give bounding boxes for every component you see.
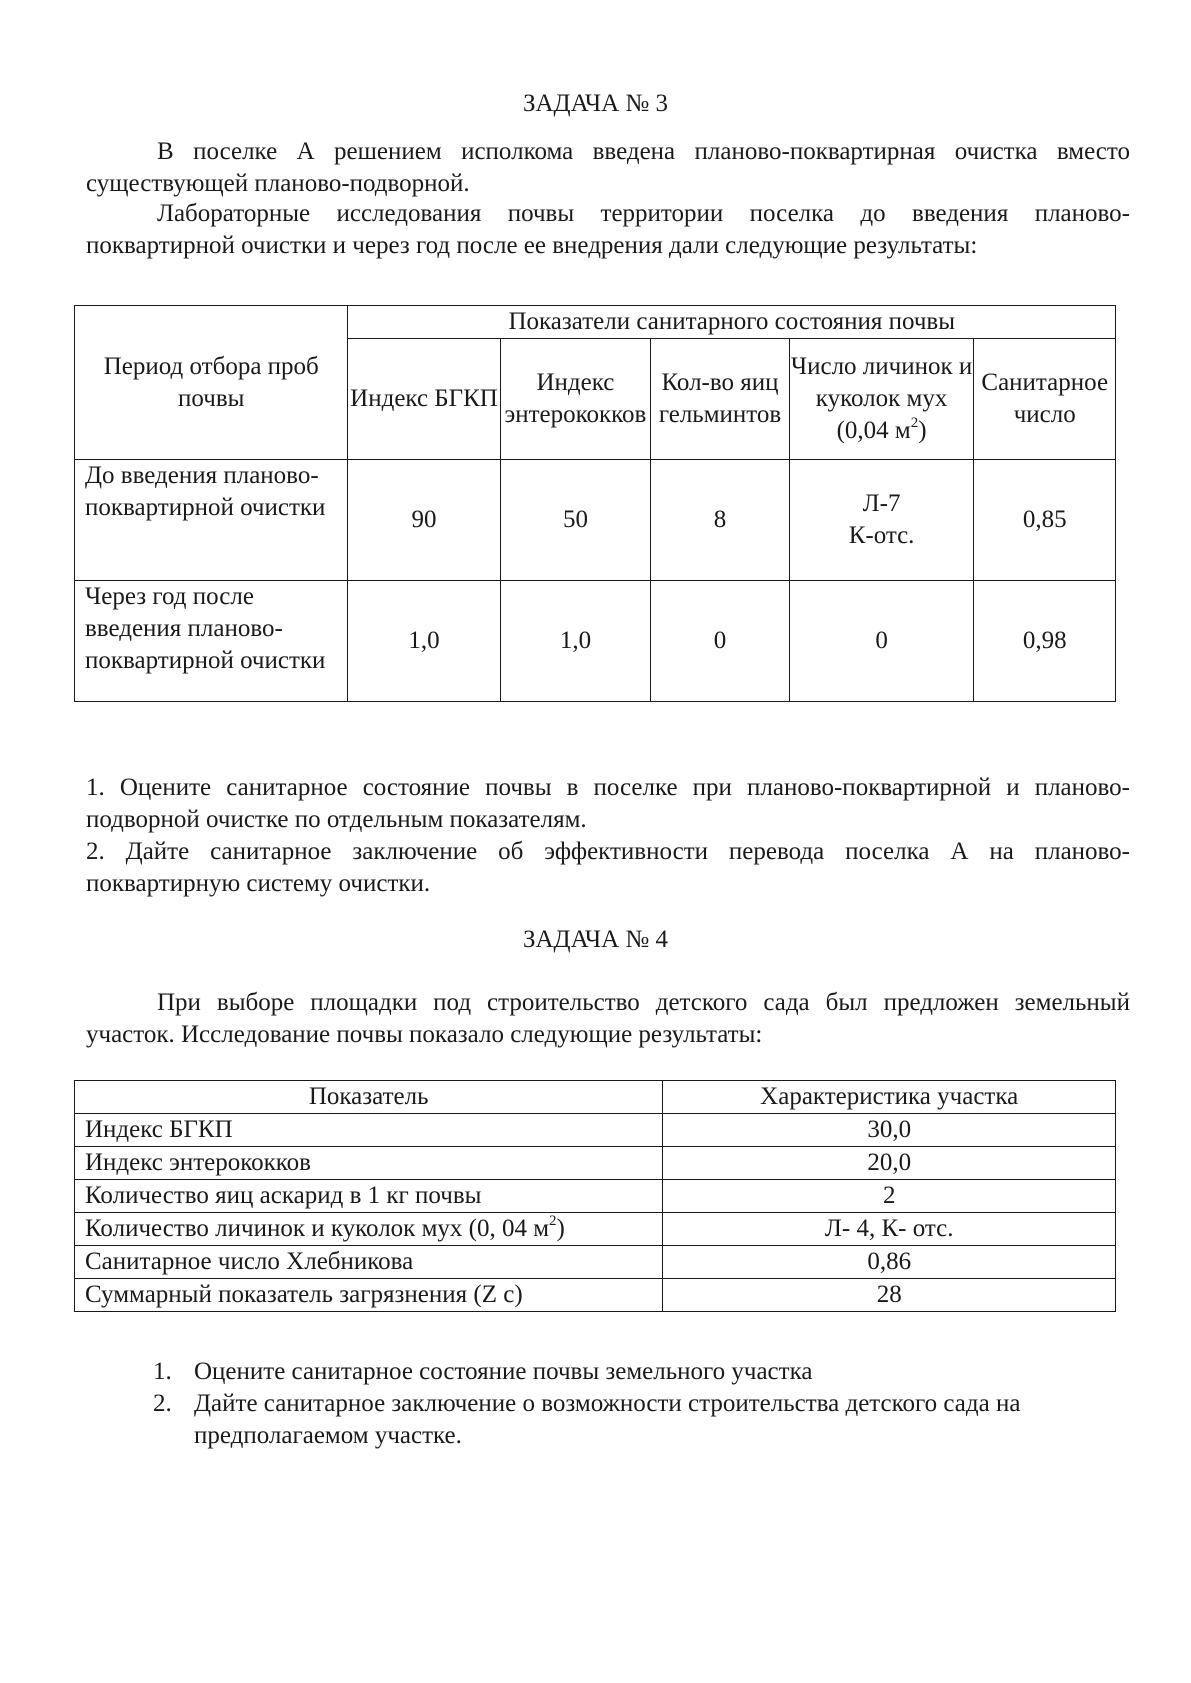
task4-paragraph-1: При выборе площадки под строительство детского сада был предложен земельный участок. Исследование почвы показало следующие результаты: [86, 989, 1130, 1048]
table-row [75, 1147, 1116, 1180]
period-cell: До введения планово-поквартирной очистки [75, 460, 348, 581]
enterococcus-index-header: Индекс энтерококков [500, 339, 651, 460]
table-row [75, 581, 1116, 702]
table-row [75, 1246, 1116, 1279]
bgkp-cell: 1,0 [348, 581, 500, 702]
sanitary-number-cell: 0,85 [974, 460, 1116, 581]
table-row [75, 1114, 1116, 1147]
enterococcus-cell: 50 [500, 460, 651, 581]
site-characteristic-header: Характеристика участка [663, 1081, 1116, 1114]
task3-question-1: 1. Оцените санитарное состояние почвы в поселке при планово-поквартирной и планово-подворной очистке по отдельным показателям. [86, 774, 1130, 833]
indicators-group-header: Показатели санитарного состояния почвы [348, 306, 1116, 339]
period-cell: Через год после введения планово-поквартирной очистки [75, 581, 348, 702]
value-cell: Л- 4, К- отс. [663, 1213, 1116, 1246]
fly-larvae-cell: Л-7 К-отс. [789, 460, 974, 581]
indicator-cell: Количество яиц аскарид в 1 кг почвы [75, 1180, 663, 1213]
task4-table [74, 1080, 1116, 1312]
fly-larvae-header: Число личинок и куколок мух (0,04 $м^2$) [789, 339, 974, 460]
sanitary-number-header: Санитарное число [974, 339, 1116, 460]
table-row [75, 460, 1116, 581]
indicator-cell: Суммарный показатель загрязнения (Z с) [75, 1279, 663, 1312]
task3-title: ЗАДАЧА № 3 [522, 90, 669, 117]
period-header: Период отбора проб почвы [75, 306, 348, 460]
task3-paragraph-1: В поселке А решением исполкома введена планово-поквартирная очистка вместо существующей планово-подворной. [86, 138, 1130, 197]
indicator-cell: Индекс энтерококков [75, 1147, 663, 1180]
list-item: 2. Дайте санитарное заключение о возможности строительства детского сада на предполагаемом участке. [153, 1390, 1021, 1449]
indicator-cell: Индекс БГКП [75, 1114, 663, 1147]
fly-larvae-cell: 0 [789, 581, 974, 702]
indicator-header: Показатель [75, 1081, 663, 1114]
table-row [75, 1279, 1116, 1312]
indicator-cell: Санитарное число Хлебникова [75, 1246, 663, 1279]
value-cell: 20,0 [663, 1147, 1116, 1180]
bgkp-index-header: Индекс БГКП [348, 339, 500, 460]
value-cell: 2 [663, 1180, 1116, 1213]
helminth-eggs-cell: 0 [651, 581, 789, 702]
task3-paragraph-2: Лабораторные исследования почвы территории поселка до введения планово-поквартирной очистки и через год после ее внедрения дали следующие результаты: [86, 200, 1130, 259]
indicator-cell: Количество личинок и куколок мух (0, 04 $м^2$) [75, 1213, 663, 1246]
task4-title: ЗАДАЧА № 4 [522, 926, 669, 953]
value-cell: 30,0 [663, 1114, 1116, 1147]
task3-table [74, 305, 1116, 702]
task4-questions-list [153, 1356, 1130, 1452]
table-row [75, 1213, 1116, 1246]
list-item: 1. Оцените санитарное состояние почвы земельного участка [153, 1358, 813, 1385]
bgkp-cell: 90 [348, 460, 500, 581]
helminth-eggs-header: Кол-во яиц гельминтов [651, 339, 789, 460]
enterococcus-cell: 1,0 [500, 581, 651, 702]
value-cell: 28 [663, 1279, 1116, 1312]
value-cell: 0,86 [663, 1246, 1116, 1279]
helminth-eggs-cell: 8 [651, 460, 789, 581]
task3-question-2: 2. Дайте санитарное заключение об эффективности перевода поселка А на планово-поквартирную систему очистки. [86, 838, 1130, 897]
sanitary-number-cell: 0,98 [974, 581, 1116, 702]
table-row [75, 1180, 1116, 1213]
